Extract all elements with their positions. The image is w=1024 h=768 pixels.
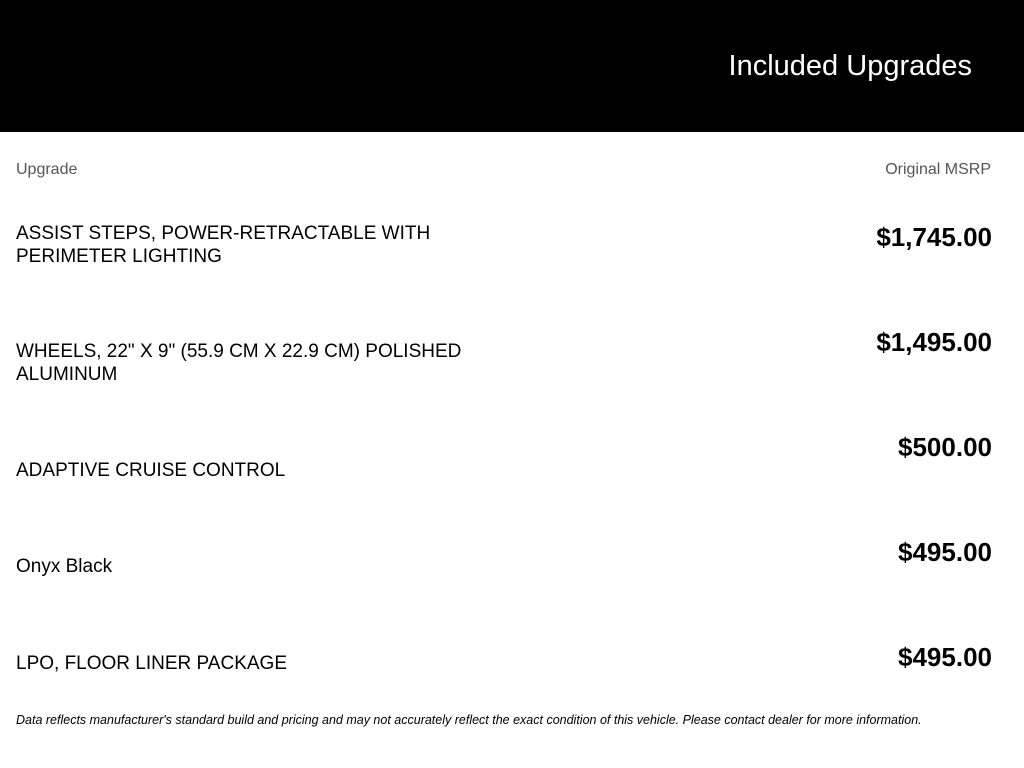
upgrade-row xyxy=(0,222,1024,327)
upgrade-name: ADAPTIVE CRUISE CONTROL xyxy=(16,460,286,481)
upgrade-name: WHEELS, 22" X 9" (55.9 CM X 22.9 CM) POLISHED ALUMINUM xyxy=(16,341,462,385)
msrp-column-header: Original MSRP xyxy=(885,161,991,178)
upgrade-row xyxy=(0,642,1024,692)
upgrade-price: $495.00 xyxy=(898,537,992,567)
upgrade-price: $500.00 xyxy=(898,432,992,462)
upgrade-name: LPO, FLOOR LINER PACKAGE xyxy=(16,653,288,674)
upgrade-column-header: Upgrade xyxy=(16,161,78,178)
upgrade-price: $495.00 xyxy=(898,642,992,672)
upgrade-name: Onyx Black xyxy=(16,556,113,577)
upgrade-price: $1,745.00 xyxy=(876,222,992,252)
upgrade-row xyxy=(0,432,1024,537)
upgrade-row xyxy=(0,327,1024,432)
page-header xyxy=(0,0,1024,132)
page-title: Included Upgrades xyxy=(728,50,972,82)
disclaimer-footnote: Data reflects manufacturer's standard build and pricing and may not accurately reflect the exact condition of this vehicle. Please contact dealer for more information. xyxy=(16,713,922,727)
upgrade-price: $1,495.00 xyxy=(876,327,992,357)
upgrade-row xyxy=(0,537,1024,642)
upgrade-name: ASSIST STEPS, POWER-RETRACTABLE WITH PERIMETER LIGHTING xyxy=(16,223,431,267)
